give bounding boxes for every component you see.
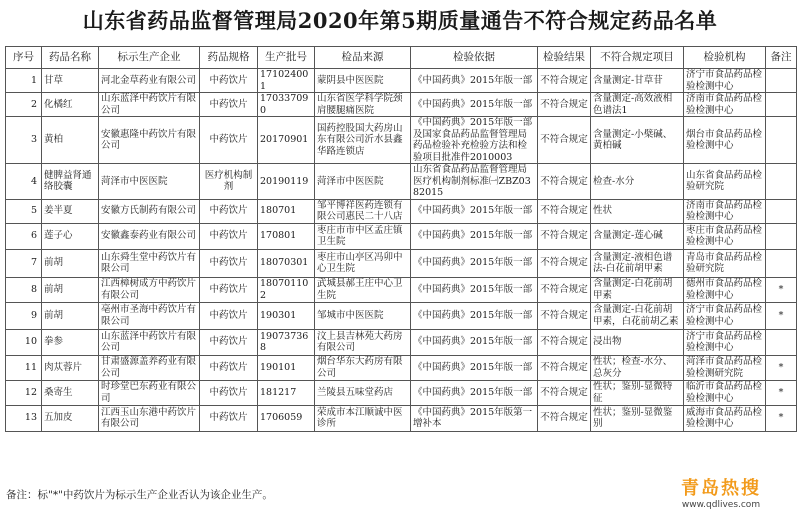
header-batch: 生产批号 [258, 47, 315, 69]
cell-drug-name: 化橘红 [42, 93, 99, 117]
footnote: 备注：标"*"中药饮片为标示生产企业否认为该企业生产。 [6, 489, 273, 501]
page-title: 山东省药品监督管理局2020年第5期质量通告不符合规定药品名单 [82, 8, 718, 33]
header-failed-item: 不符合规定项目 [591, 47, 684, 69]
cell-remark [766, 69, 797, 93]
cell-lab: 山东省食品药品检验研究院 [684, 164, 766, 200]
cell-remark [766, 93, 797, 117]
cell-test-basis: 《中国药典》2015年版一部 [411, 380, 538, 405]
cell-result: 不符合规定 [538, 164, 591, 200]
cell-manufacturer: 山东舜生堂中药饮片有限公司 [99, 249, 200, 277]
watermark-name: 青岛热搜 [681, 478, 761, 499]
cell-manufacturer: 山东蓝泽中药饮片有限公司 [99, 93, 200, 117]
cell-failed-item: 含量测定-液相色谱法-白花前胡甲素 [591, 249, 684, 277]
cell-drug-name: 前胡 [42, 249, 99, 277]
cell-remark: * [766, 380, 797, 405]
cell-lab: 临沂市食品药品检验检测中心 [684, 380, 766, 405]
cell-sample-source: 菏泽市中医医院 [315, 164, 411, 200]
cell-test-basis: 《中国药典》2015年版一部 [411, 93, 538, 117]
cell-lab: 青岛市食品药品检验研究院 [684, 249, 766, 277]
cell-spec: 中药饮片 [200, 277, 258, 302]
cell-failed-item: 含量测定-莲心碱 [591, 223, 684, 249]
cell-drug-name: 拳参 [42, 329, 99, 355]
table-row [6, 199, 797, 223]
cell-remark: * [766, 277, 797, 302]
cell-drug-name: 肉苁蓉片 [42, 355, 99, 380]
table-row [6, 405, 797, 431]
cell-index: 9 [6, 302, 42, 329]
cell-remark [766, 223, 797, 249]
table-row [6, 277, 797, 302]
cell-test-basis: 《中国药典》2015年版一部 [411, 302, 538, 329]
cell-sample-source: 枣庄市山亭区冯卯中心卫生院 [315, 249, 411, 277]
cell-remark [766, 199, 797, 223]
cell-spec: 中药饮片 [200, 223, 258, 249]
cell-remark: * [766, 302, 797, 329]
cell-manufacturer: 时珍堂巴东药业有限公司 [99, 380, 200, 405]
cell-test-basis: 《中国药典》2015年版一部 [411, 199, 538, 223]
cell-manufacturer: 山东蓝泽中药饮片有限公司 [99, 329, 200, 355]
cell-result: 不符合规定 [538, 329, 591, 355]
table-row [6, 329, 797, 355]
table-body [6, 69, 797, 432]
table-row [6, 69, 797, 93]
header-manufacturer: 标示生产企业 [99, 47, 200, 69]
cell-sample-source: 枣庄市市中区孟庄镇卫生院 [315, 223, 411, 249]
cell-remark: * [766, 355, 797, 380]
cell-sample-source: 山东省医学科学院颈肩腰腿痛医院 [315, 93, 411, 117]
cell-batch: 170801 [258, 223, 315, 249]
cell-sample-source: 汶上县吉林苑大药房有限公司 [315, 329, 411, 355]
cell-result: 不符合规定 [538, 117, 591, 164]
cell-result: 不符合规定 [538, 223, 591, 249]
cell-drug-name: 前胡 [42, 277, 99, 302]
cell-sample-source: 武城县郝王庄中心卫生院 [315, 277, 411, 302]
cell-batch: 170337090 [258, 93, 315, 117]
cell-index: 12 [6, 380, 42, 405]
cell-result: 不符合规定 [538, 93, 591, 117]
table-row [6, 223, 797, 249]
cell-batch: 18070301 [258, 249, 315, 277]
cell-lab: 威海市食品药品检验检测中心 [684, 405, 766, 431]
cell-manufacturer: 安徽方氏制药有限公司 [99, 199, 200, 223]
cell-lab: 德州市食品药品检验检测中心 [684, 277, 766, 302]
cell-manufacturer: 江西樟树成方中药饮片有限公司 [99, 277, 200, 302]
cell-batch: 20170901 [258, 117, 315, 164]
cell-drug-name: 健脾益肾通络胶囊 [42, 164, 99, 200]
cell-spec: 中药饮片 [200, 249, 258, 277]
cell-index: 6 [6, 223, 42, 249]
cell-spec: 中药饮片 [200, 329, 258, 355]
cell-sample-source: 国药控股国大药房山东有限公司沂水县鑫华路连锁店 [315, 117, 411, 164]
cell-batch: 180701102 [258, 277, 315, 302]
cell-test-basis: 《中国药典》2015年版一部 [411, 355, 538, 380]
cell-drug-name: 前胡 [42, 302, 99, 329]
cell-spec: 中药饮片 [200, 93, 258, 117]
table-row [6, 355, 797, 380]
watermark-logo [666, 478, 776, 511]
nonconforming-drugs-table [5, 46, 797, 432]
cell-spec: 中药饮片 [200, 69, 258, 93]
cell-failed-item: 检查-水分 [591, 164, 684, 200]
cell-manufacturer: 菏泽市中医医院 [99, 164, 200, 200]
cell-failed-item: 含量测定-白花前胡甲素 [591, 277, 684, 302]
cell-test-basis: 《中国药典》2015年版一部 [411, 223, 538, 249]
cell-sample-source: 邹平博祥医药连锁有限公司惠民二十八店 [315, 199, 411, 223]
cell-remark: * [766, 405, 797, 431]
cell-index: 8 [6, 277, 42, 302]
cell-sample-source: 蒙阴县中医医院 [315, 69, 411, 93]
cell-batch: 181217 [258, 380, 315, 405]
cell-drug-name: 姜半夏 [42, 199, 99, 223]
cell-spec: 中药饮片 [200, 302, 258, 329]
cell-drug-name: 桑寄生 [42, 380, 99, 405]
cell-index: 13 [6, 405, 42, 431]
cell-batch: 190101 [258, 355, 315, 380]
cell-lab: 烟台市食品药品检验检测中心 [684, 117, 766, 164]
cell-manufacturer: 安徽惠隆中药饮片有限公司 [99, 117, 200, 164]
cell-batch: 171024001 [258, 69, 315, 93]
cell-batch: 180701 [258, 199, 315, 223]
cell-index: 4 [6, 164, 42, 200]
cell-result: 不符合规定 [538, 302, 591, 329]
cell-spec: 医疗机构制剂 [200, 164, 258, 200]
cell-remark [766, 164, 797, 200]
cell-lab: 菏泽市食品药品检验检测研究院 [684, 355, 766, 380]
cell-test-basis: 《中国药典》2015年版一部 [411, 329, 538, 355]
cell-lab: 济宁市食品药品检验检测中心 [684, 302, 766, 329]
cell-test-basis: 《中国药典》2015年版一部 [411, 249, 538, 277]
header-index: 序号 [6, 47, 42, 69]
cell-failed-item: 浸出物 [591, 329, 684, 355]
header-lab: 检验机构 [684, 47, 766, 69]
cell-index: 5 [6, 199, 42, 223]
cell-failed-item: 含量测定-小檗碱、黄柏碱 [591, 117, 684, 164]
cell-remark [766, 117, 797, 164]
table-row [6, 164, 797, 200]
cell-drug-name: 五加皮 [42, 405, 99, 431]
header-test-basis: 检验依据 [411, 47, 538, 69]
cell-index: 11 [6, 355, 42, 380]
cell-index: 10 [6, 329, 42, 355]
cell-manufacturer: 安徽鑫泰药业有限公司 [99, 223, 200, 249]
cell-drug-name: 莲子心 [42, 223, 99, 249]
cell-failed-item: 性状；鉴别-显微鉴别 [591, 405, 684, 431]
cell-sample-source: 邹城市中医医院 [315, 302, 411, 329]
cell-index: 1 [6, 69, 42, 93]
cell-failed-item: 含量测定-高效液相色谱法1 [591, 93, 684, 117]
header-sample-source: 检品来源 [315, 47, 411, 69]
cell-result: 不符合规定 [538, 199, 591, 223]
cell-failed-item: 性状；检查-水分、总灰分 [591, 355, 684, 380]
cell-result: 不符合规定 [538, 380, 591, 405]
cell-test-basis: 《中国药典》2015年版一部 [411, 277, 538, 302]
cell-manufacturer: 河北金草药业有限公司 [99, 69, 200, 93]
cell-spec: 中药饮片 [200, 380, 258, 405]
cell-spec: 中药饮片 [200, 199, 258, 223]
cell-remark [766, 249, 797, 277]
cell-failed-item: 性状 [591, 199, 684, 223]
table-row [6, 117, 797, 164]
cell-index: 2 [6, 93, 42, 117]
cell-result: 不符合规定 [538, 405, 591, 431]
cell-batch: 190737368 [258, 329, 315, 355]
cell-test-basis: 《中国药典》2015年版一部 [411, 69, 538, 93]
table-header-row [6, 47, 797, 69]
header-remark: 备注 [766, 47, 797, 69]
cell-result: 不符合规定 [538, 355, 591, 380]
cell-spec: 中药饮片 [200, 355, 258, 380]
table-row [6, 302, 797, 329]
cell-spec: 中药饮片 [200, 117, 258, 164]
cell-lab: 济宁市食品药品检验检测中心 [684, 69, 766, 93]
cell-test-basis: 山东省食品药品监督管理局医疗机构制剂标准㈠ZBZ0382015 [411, 164, 538, 200]
cell-lab: 济宁市食品药品检验检测中心 [684, 329, 766, 355]
cell-batch: 1706059 [258, 405, 315, 431]
header-spec: 药品规格 [200, 47, 258, 69]
header-result: 检验结果 [538, 47, 591, 69]
cell-index: 3 [6, 117, 42, 164]
cell-batch: 190301 [258, 302, 315, 329]
cell-sample-source: 兰陵县五味堂药店 [315, 380, 411, 405]
cell-index: 7 [6, 249, 42, 277]
cell-manufacturer: 甘肃盛源盖养药业有限公司 [99, 355, 200, 380]
cell-result: 不符合规定 [538, 277, 591, 302]
cell-batch: 20190119 [258, 164, 315, 200]
cell-manufacturer: 亳州市圣海中药饮片有限公司 [99, 302, 200, 329]
cell-lab: 济南市食品药品检验检测中心 [684, 199, 766, 223]
cell-test-basis: 《中国药典》2015年版一部及国家食品药品监督管理局药品检验补充检验方法和检验项目批准件2010003 [411, 117, 538, 164]
cell-sample-source: 烟台华东大药房有限公司 [315, 355, 411, 380]
cell-result: 不符合规定 [538, 249, 591, 277]
cell-manufacturer: 江西玉山东港中药饮片有限公司 [99, 405, 200, 431]
cell-test-basis: 《中国药典》2015年版第一增补本 [411, 405, 538, 431]
watermark-url: www.qdlives.com [681, 500, 761, 510]
header-drug-name: 药品名称 [42, 47, 99, 69]
cell-sample-source: 荣成市本江顺诚中医诊所 [315, 405, 411, 431]
cell-result: 不符合规定 [538, 69, 591, 93]
cell-lab: 济南市食品药品检验检测中心 [684, 93, 766, 117]
table-row [6, 249, 797, 277]
cell-failed-item: 含量测定-甘草苷 [591, 69, 684, 93]
cell-spec: 中药饮片 [200, 405, 258, 431]
cell-drug-name: 黄柏 [42, 117, 99, 164]
cell-failed-item: 性状；鉴别-显微特征 [591, 380, 684, 405]
table-row [6, 380, 797, 405]
cell-lab: 枣庄市食品药品检验检测中心 [684, 223, 766, 249]
cell-drug-name: 甘草 [42, 69, 99, 93]
table-row [6, 93, 797, 117]
cell-failed-item: 含量测定-白花前胡甲素，白花前胡乙素 [591, 302, 684, 329]
cell-remark [766, 329, 797, 355]
